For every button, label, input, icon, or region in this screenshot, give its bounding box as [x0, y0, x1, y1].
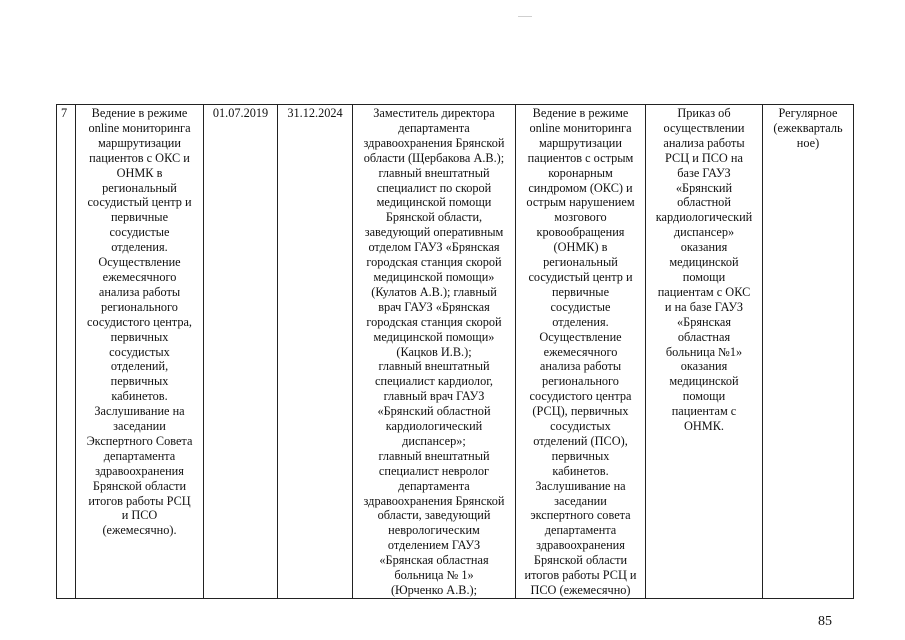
activity-text: Ведение в режиме online мониторинга маршрутизации пациентов с ОКС и ОНМК в региональный сосудистый центр и первичные сосудистые отделения. Осуществление ежемесячного анализа работы регионального сосудистого центра, первичных сосудистых отделений, первичных кабинетов. Заслушивание на заседании Экспертного Совета департамента здравоохранения Брянской области итогов работы РСЦ и ПСО (ежемесячно). [86, 106, 193, 538]
periodicity-text: Регулярное (ежекварталь ное) [773, 106, 843, 150]
result-text: Ведение в режиме online мониторинга маршрутизации пациентов с острым коронарным синдромом (ОКС) и острым нарушением мозгового кровообращения (ОНМК) в региональный сосудистый центр и первичные сосудистые отделения. Осуществление ежемесячного анализа работы регионального сосудистого центра (РСЦ), первичных сосудистых отделений (ПСО), первичных кабинетов. Заслушивание на заседании экспертного совета департамента здравоохранения Брянской области итогов работы РСЦ и ПСО (ежемесячно) [524, 106, 637, 597]
table-row [57, 105, 854, 599]
start-date: 01.07.2019 [212, 106, 269, 120]
page-number: 85 [818, 614, 832, 629]
document-text: Приказ об осуществлении анализа работы РСЦ и ПСО на базе ГАУЗ «Брянский областной кардиологический диспансер» оказания медицинской помощи пациентам с ОКС и на базе ГАУЗ «Брянская областная больница №1» оказания медицинской помощи пациентам с ОНМК. [655, 106, 753, 434]
periodicity-cell [763, 105, 854, 599]
row-number: 7 [61, 106, 68, 120]
activity-cell [76, 105, 204, 599]
row-number-cell [57, 105, 76, 599]
document-cell [646, 105, 763, 599]
result-cell [516, 105, 646, 599]
start-date-cell [204, 105, 278, 599]
end-date-cell [278, 105, 353, 599]
responsible-cell [353, 105, 516, 599]
responsible-text: Заместитель директора департамента здравоохранения Брянской области (Щербакова А.В.); главный внештатный специалист по скорой медицинской помощи Брянской области, заведующий оперативным отделом ГАУЗ «Брянская городская станция скорой медицинской помощи» (Кулатов А.В.); главный врач ГАУЗ «Брянская городская станция скорой медицинской помощи» (Кацков И.В.); главный внештатный специалист кардиолог, главный врач ГАУЗ «Брянский областной кардиологический диспансер»; главный внештатный специалист невролог департамента здравоохранения Брянской области, заведующий неврологическим отделением ГАУЗ «Брянская областная больница № 1» (Юрченко А.В.); [363, 106, 505, 597]
scan-mark [518, 16, 532, 17]
plan-table [56, 104, 854, 599]
end-date: 31.12.2024 [287, 106, 343, 120]
